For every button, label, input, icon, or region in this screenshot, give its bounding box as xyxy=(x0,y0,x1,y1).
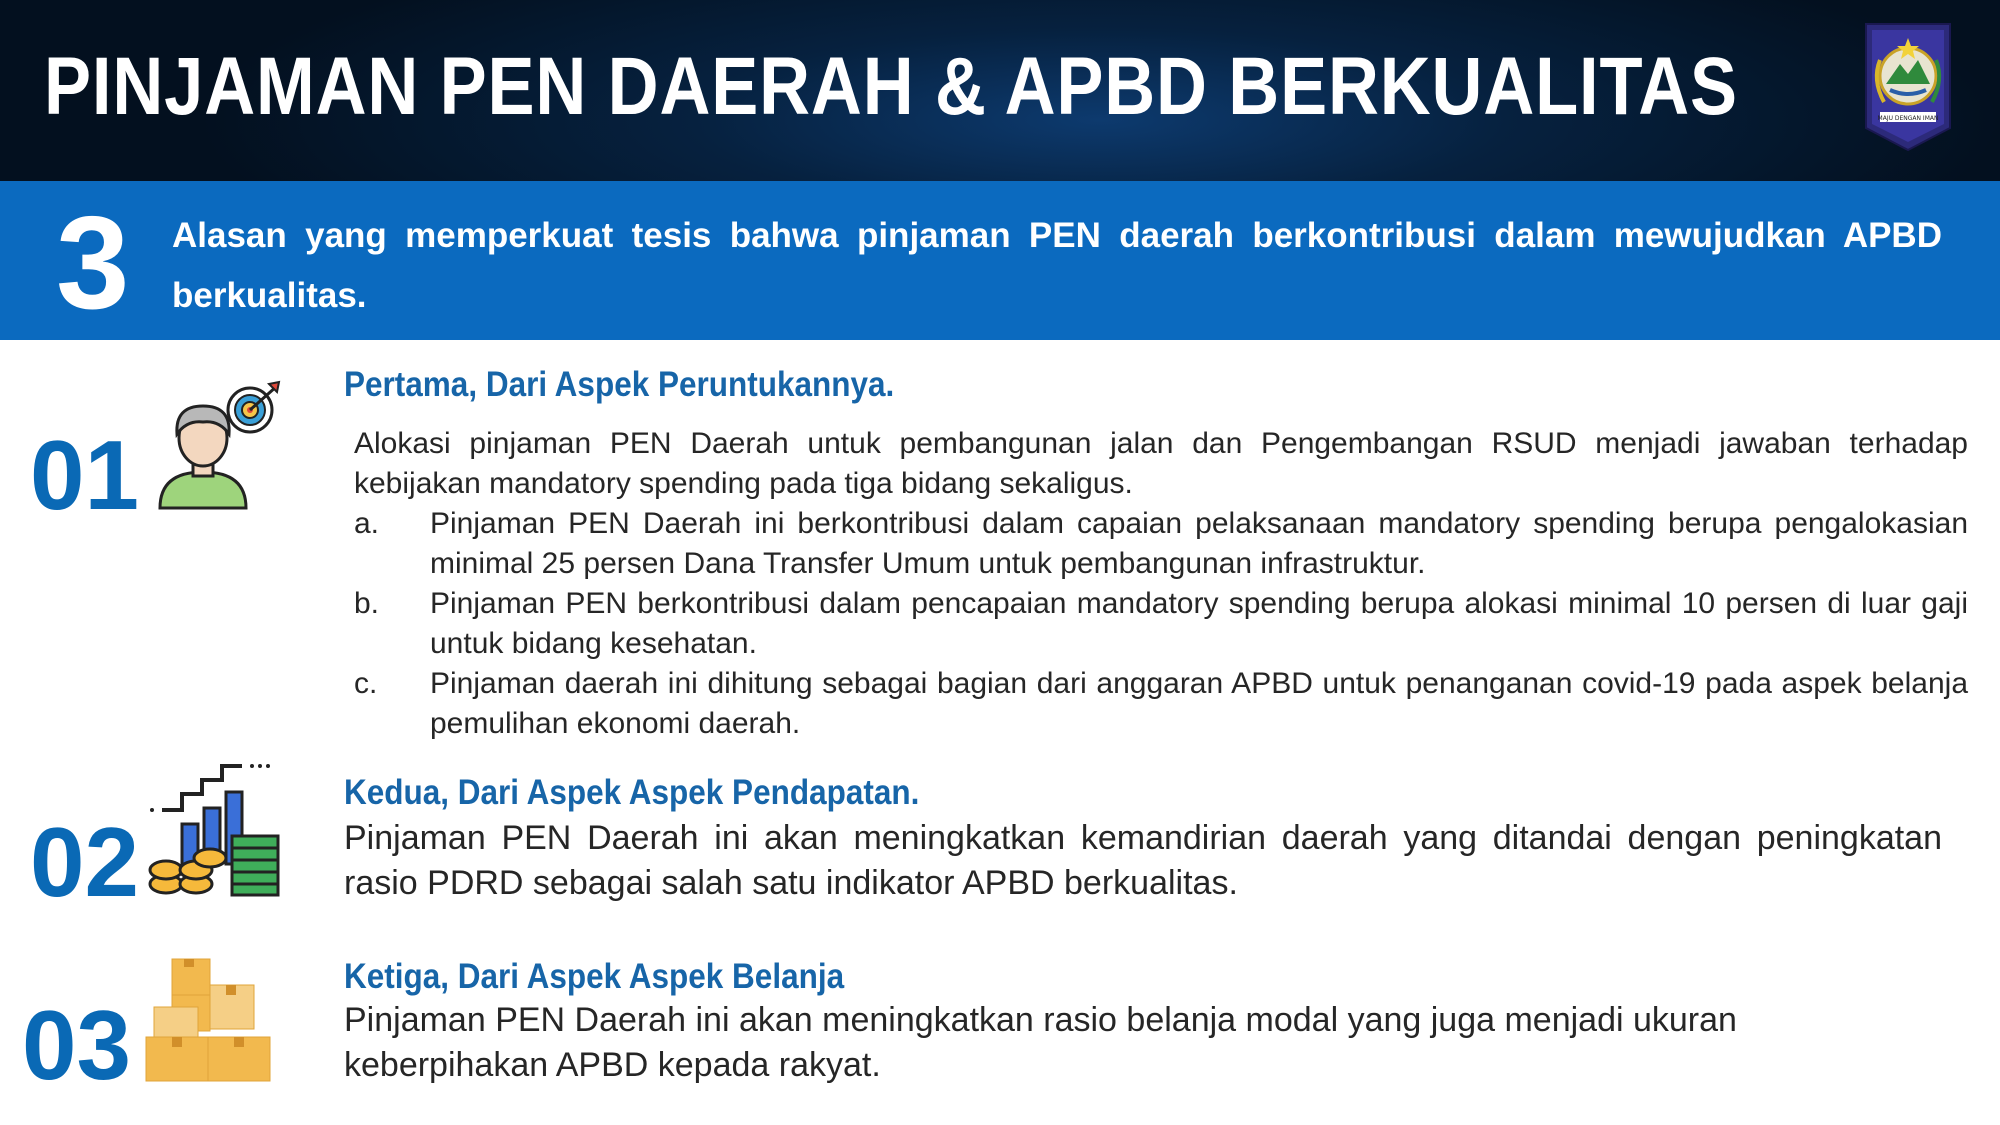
list-marker: c. xyxy=(354,667,378,700)
section-heading-02: Kedua, Dari Aspek Aspek Pendapatan. xyxy=(344,773,920,812)
section-heading-03: Ketiga, Dari Aspek Aspek Belanja xyxy=(344,957,845,996)
stacked-boxes-icon xyxy=(144,955,272,1083)
banner-text: Alasan yang memperkuat tesis bahwa pinjaman PEN daerah berkontribusi dalam mewujudkan APBD berkualitas. xyxy=(172,216,1942,315)
list-item-text: Pinjaman PEN Daerah ini berkontribusi dalam capaian pelaksanaan mandatory spending berupa pengalokasian minimal 25 persen Dana Transfer Umum untuk pembangunan infrastruktur. xyxy=(430,507,1968,580)
money-growth-chart-icon xyxy=(148,762,283,897)
list-marker: a. xyxy=(354,507,380,540)
section-intro-01: Alokasi pinjaman PEN Daerah untuk pembangunan jalan dan Pengembangan RSUD menjadi jawaban terhadap kebijakan mandatory spending pada tiga bidang sekaligus. xyxy=(354,427,1968,500)
svg-text:MAJU DENGAN IMAN: MAJU DENGAN IMAN xyxy=(1877,115,1939,122)
list-item-text: Pinjaman daerah ini dihitung sebagai bagian dari anggaran APBD untuk penanganan covid-19 pada aspek belanja pemulihan ekonomi daerah. xyxy=(430,667,1968,740)
list-item xyxy=(354,664,1968,744)
section-number-02: 02 xyxy=(30,807,140,917)
section-text-02: Pinjaman PEN Daerah ini akan meningkatkan kemandirian daerah yang ditandai dengan peningkatan rasio PDRD sebagai salah satu indikator APBD berkualitas. xyxy=(344,819,1942,902)
list-item-text: Pinjaman PEN berkontribusi dalam pencapaian mandatory spending berupa alokasi minimal 10 persen di luar gaji untuk bidang kesehatan. xyxy=(430,587,1968,660)
ntb-emblem-icon xyxy=(1862,20,1954,154)
section-text-03: Pinjaman PEN Daerah ini akan meningkatkan rasio belanja modal yang juga menjadi ukuran keberpihakan APBD kepada rakyat. xyxy=(344,1001,1737,1084)
banner-number: 3 xyxy=(56,189,130,336)
section-number-01: 01 xyxy=(30,420,140,530)
section-heading-01: Pertama, Dari Aspek Peruntukannya. xyxy=(344,365,895,404)
section-number-03: 03 xyxy=(22,990,132,1100)
list-marker: b. xyxy=(354,587,380,620)
page-title: PINJAMAN PEN DAERAH & APBD BERKUALITAS xyxy=(44,41,1738,132)
header-bar xyxy=(0,0,2000,181)
list-item xyxy=(354,504,1968,584)
section-list-01 xyxy=(354,504,1968,744)
list-item xyxy=(354,584,1968,664)
person-target-icon xyxy=(155,380,285,510)
